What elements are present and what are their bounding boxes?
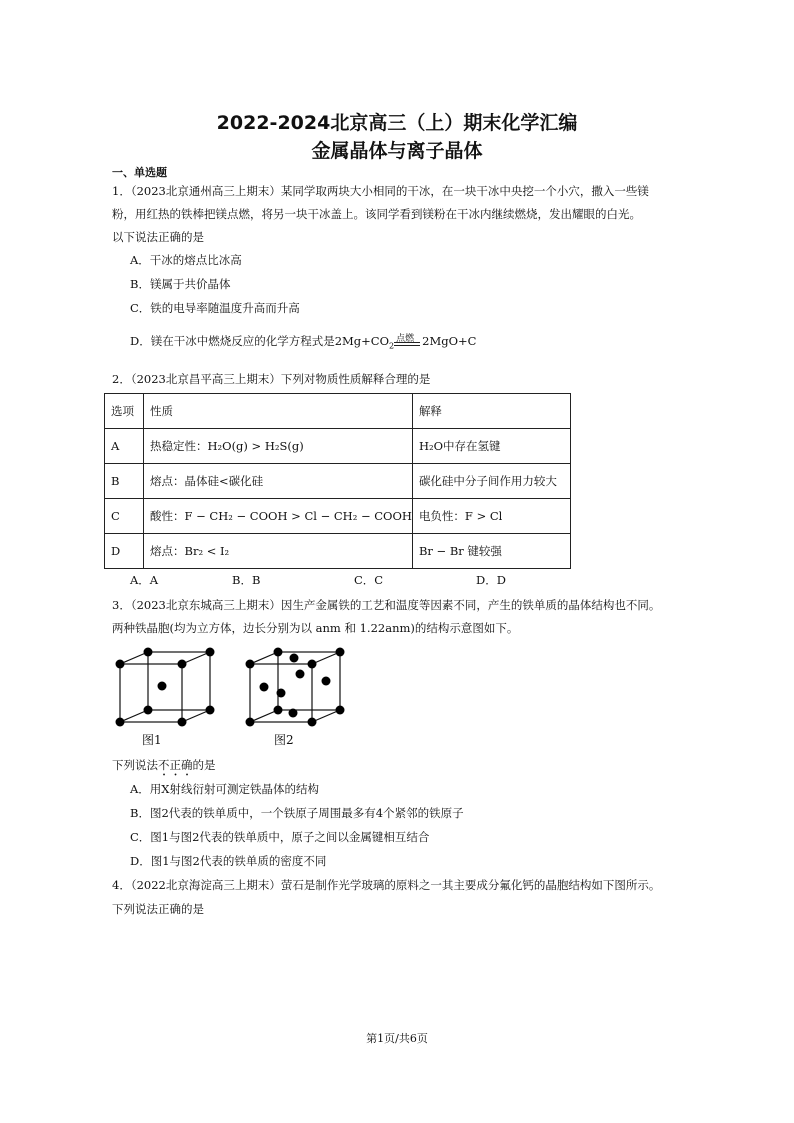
table-row bbox=[105, 499, 571, 534]
q3-option-b: B．图2代表的铁单质中，一个铁原子周围最多有4个紧邻的铁原子 bbox=[130, 806, 464, 820]
q1-option-c: C．铁的电导率随温度升高而升高 bbox=[130, 301, 300, 315]
reaction-condition: 点燃 bbox=[396, 334, 415, 344]
table-header-cell: 解释 bbox=[412, 394, 570, 429]
q2-stem: 2．（2023北京昌平高三上期末）下列对物质性质解释合理的是 bbox=[112, 372, 431, 386]
q1-option-a: A．干冰的熔点比冰高 bbox=[130, 253, 242, 267]
table-row bbox=[105, 429, 571, 464]
q3-option-d: D．图1与图2代表的铁单质的密度不同 bbox=[130, 854, 327, 868]
page-subtitle: 金属晶体与离子晶体 bbox=[311, 140, 483, 162]
table-cell-property: 熔点：Br₂ < I₂ bbox=[144, 534, 413, 569]
table-cell-property: 酸性：F − CH₂ − COOH > Cl − CH₂ − COOH bbox=[144, 499, 413, 534]
table-cell-option: D bbox=[105, 534, 144, 569]
table-header-row bbox=[105, 394, 571, 429]
figure-1-label: 图1 bbox=[142, 733, 162, 747]
q1-option-d bbox=[130, 333, 476, 350]
q1-stem-line3: 以下说法正确的是 bbox=[112, 230, 204, 244]
q2-choice-a: A．A bbox=[130, 573, 159, 587]
q3-prompt-post: 的是 bbox=[192, 758, 216, 772]
table-cell-property: 热稳定性：H₂O(g) > H₂S(g) bbox=[144, 429, 413, 464]
q4-stem-line2: 下列说法正确的是 bbox=[112, 902, 204, 916]
figure-2-label: 图2 bbox=[274, 733, 294, 747]
q3-stem-line2: 两种铁晶胞(均为立方体，边长分别为以 anm 和 1.22anm)的结构示意图如下。 bbox=[112, 621, 519, 635]
table-header-cell: 选项 bbox=[105, 394, 144, 429]
q2-choice-b: B．B bbox=[232, 573, 261, 587]
q1-option-d-sub: 2 bbox=[389, 341, 395, 351]
table-cell-property: 熔点：晶体硅<碳化硅 bbox=[144, 464, 413, 499]
table-header-cell: 性质 bbox=[144, 394, 413, 429]
q3-option-a: A．用X射线衍射可测定铁晶体的结构 bbox=[130, 782, 319, 796]
table-cell-option: C bbox=[105, 499, 144, 534]
q2-choice-d: D．D bbox=[476, 573, 506, 587]
q3-option-c: C．图1与图2代表的铁单质中，原子之间以金属键相互结合 bbox=[130, 830, 430, 844]
q3-prompt bbox=[112, 757, 216, 779]
q2-choice-c: C．C bbox=[354, 573, 384, 587]
crystal-figures bbox=[110, 644, 350, 730]
table-cell-explanation: H₂O中存在氢键 bbox=[412, 429, 570, 464]
q4-stem-line1: 4．（2022北京海淀高三上期末）萤石是制作光学玻璃的原料之一其主要成分氟化钙的晶胞结构如下图所示。 bbox=[112, 878, 661, 892]
page-footer: 第1页/共6页 bbox=[366, 1032, 428, 1045]
q3-prompt-emphasis: 不正确 bbox=[158, 758, 193, 772]
q3-prompt-pre: 下列说法 bbox=[112, 758, 158, 772]
table-cell-explanation: Br − Br 键较强 bbox=[412, 534, 570, 569]
table-cell-explanation: 电负性：F > Cl bbox=[412, 499, 570, 534]
q1-option-d-text: D．镁在干冰中燃烧反应的化学方程式是2Mg+CO bbox=[130, 334, 390, 348]
table-row bbox=[105, 464, 571, 499]
q1-option-d-product: 2MgO+C bbox=[422, 334, 477, 348]
table-cell-option: A bbox=[105, 429, 144, 464]
page-title: 2022-2024北京高三（上）期末化学汇编 bbox=[216, 112, 578, 134]
section-heading: 一、单选题 bbox=[112, 166, 167, 179]
q3-stem-line1: 3．（2023北京东城高三上期末）因生产金属铁的工艺和温度等因素不同，产生的铁单质的晶体结构也不同。 bbox=[112, 598, 661, 612]
table-cell-explanation: 碳化硅中分子间作用力较大 bbox=[412, 464, 570, 499]
q1-stem-line1: 1．（2023北京通州高三上期末）某同学取两块大小相同的干冰，在一块干冰中央挖一个小穴，撒入一些镁 bbox=[112, 184, 649, 198]
table-row bbox=[105, 534, 571, 569]
q1-option-b: B．镁属于共价晶体 bbox=[130, 277, 231, 291]
q1-stem-line2: 粉，用红热的铁棒把镁点燃，将另一块干冰盖上。该同学看到镁粉在干冰内继续燃烧，发出耀眼的白光。 bbox=[112, 207, 641, 221]
q2-table bbox=[104, 393, 571, 569]
table-cell-option: B bbox=[105, 464, 144, 499]
